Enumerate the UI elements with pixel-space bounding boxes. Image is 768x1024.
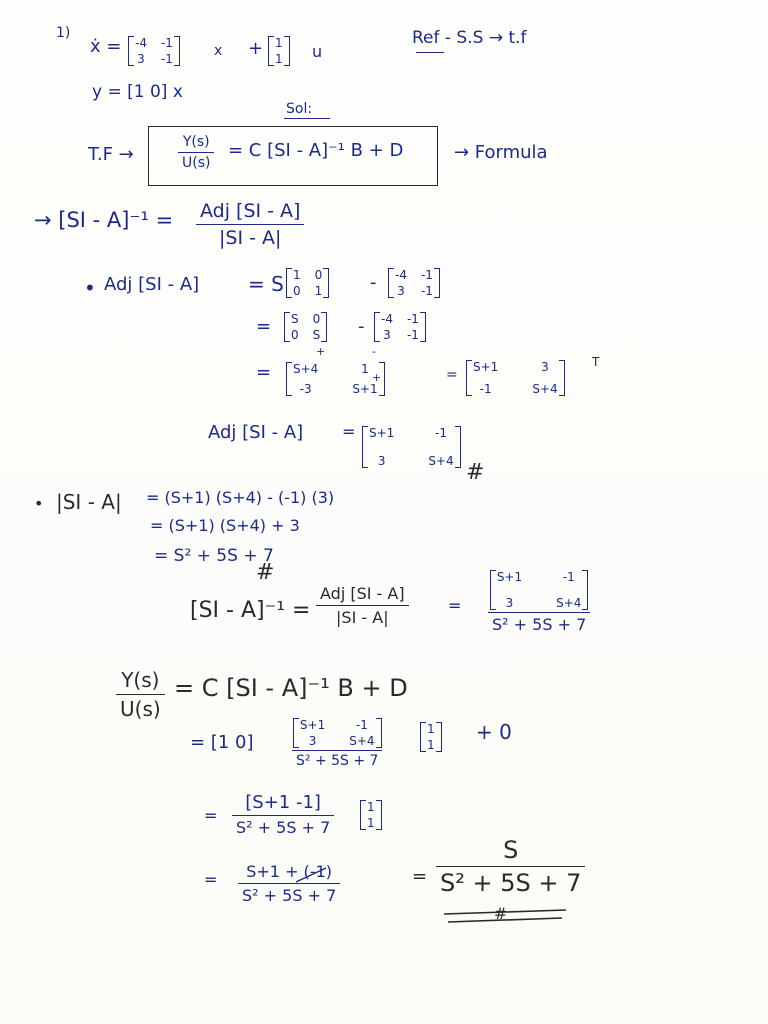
matrix-cell: 3 xyxy=(397,284,405,298)
matrix-A xyxy=(128,32,180,66)
matrix-cell: S+1 xyxy=(496,570,523,584)
fraction-denominator: S² + 5S + 7 xyxy=(440,869,582,897)
matrix-cell: -1 xyxy=(479,382,492,396)
matrix-cell: 1 xyxy=(361,362,369,376)
matrix-cell: S+4 xyxy=(293,362,319,376)
matrix-cell: 1 xyxy=(275,36,283,50)
matrix-cell: -4 xyxy=(135,36,147,50)
matrix-B xyxy=(268,32,290,66)
fraction-denominator: S² + 5S + 7 xyxy=(236,818,331,837)
matrix-cell: 1 xyxy=(427,722,435,736)
hash-mark: # xyxy=(466,460,485,485)
matrix-cell: -1 xyxy=(434,426,447,440)
inverse-result-matrix xyxy=(490,566,589,610)
minus-sign: - xyxy=(370,272,377,293)
tf-step2-prefix: = xyxy=(204,806,218,825)
matrix-cell: 1 xyxy=(314,284,323,298)
hash-mark: # xyxy=(494,904,508,923)
matrix-cell: 0 xyxy=(291,328,299,342)
determinant-label: |SI - A| xyxy=(56,490,122,514)
fraction-denominator: S² + 5S + 7 xyxy=(296,753,379,769)
adjoint-result-eq: = xyxy=(342,422,356,441)
formula-lhs-fraction xyxy=(178,134,214,171)
fraction-numerator: S+1 + (-1) xyxy=(246,862,332,881)
cofactor-sign: - xyxy=(372,345,376,358)
tf-final-fraction xyxy=(436,836,585,897)
matrix-cell: -4 xyxy=(381,312,393,326)
inverse-definition-lhs: → [SI - A]⁻¹ = xyxy=(34,208,174,232)
matrix-cell: 1 xyxy=(293,268,301,282)
matrix-cell: -1 xyxy=(562,570,575,584)
tf-step1-suffix: + 0 xyxy=(476,720,512,744)
state-equation-lhs: ẋ = xyxy=(90,36,122,57)
state-x: x xyxy=(214,43,223,59)
matrix-cell: 3 xyxy=(383,328,391,342)
fraction-denominator: S² + 5S + 7 xyxy=(242,886,337,905)
tf-step2-fraction xyxy=(232,792,334,837)
fraction-bar xyxy=(232,815,334,816)
fraction-bar xyxy=(436,866,585,867)
solution-label: Sol: xyxy=(286,101,313,117)
matrix-cell: -1 xyxy=(420,268,433,282)
inverse-result-lhs: [SI - A]⁻¹ = xyxy=(190,598,311,623)
inverse-result-fraction xyxy=(316,584,409,627)
tf-step2-B-matrix xyxy=(360,796,382,830)
fraction-denominator: |SI - A| xyxy=(219,227,282,249)
transpose-mark: T xyxy=(592,355,600,369)
matrix-cell: S+4 xyxy=(428,454,454,468)
input-u: u xyxy=(312,42,323,61)
fraction-bar xyxy=(292,750,382,751)
matrix-cell: -4 xyxy=(395,268,407,282)
matrix-cell: S+1 xyxy=(473,360,499,374)
matrix-cell: -1 xyxy=(355,718,368,732)
matrix-cell: 3 xyxy=(377,454,386,468)
fraction-bar xyxy=(178,152,214,153)
fraction-bar xyxy=(196,224,304,225)
matrix-cell: 3 xyxy=(137,52,145,66)
adjoint-eq3-prefix: = xyxy=(256,362,272,383)
fraction-numerator: [S+1 -1] xyxy=(245,792,321,813)
matrix-cell: 1 xyxy=(427,738,435,752)
matrix-cell: -1 xyxy=(406,328,419,342)
formula-note: → Formula xyxy=(454,142,548,163)
fraction-numerator: Y(s) xyxy=(121,668,160,692)
adjoint-result-matrix xyxy=(362,422,461,468)
tf-lhs-fraction xyxy=(116,668,165,721)
adjoint-result-label: Adj [SI - A] xyxy=(208,422,304,443)
matrix-cell: S xyxy=(312,328,321,342)
matrix-cell: 3 xyxy=(308,734,317,748)
matrix-cell: S+1 xyxy=(299,718,326,732)
matrix-cell: S+4 xyxy=(532,382,558,396)
tf-step1-B-matrix xyxy=(420,718,442,752)
output-equation: y = [1 0] x xyxy=(92,82,183,102)
tf-step1-fraction xyxy=(292,714,382,769)
tf-step1-prefix: = [1 0] xyxy=(190,732,254,753)
adjoint-eq1-prefix: = S xyxy=(248,272,284,296)
transposed-cofactor-matrix xyxy=(466,356,565,396)
reference-note: Ref - S.S → t.f xyxy=(412,28,527,48)
matrix-cell: S+4 xyxy=(349,734,375,748)
matrix-cell: -1 xyxy=(406,312,419,326)
matrix-cell: 1 xyxy=(275,52,283,66)
matrix-cell: 1 xyxy=(367,816,375,830)
hash-mark: # xyxy=(256,560,275,585)
cofactor-sign: + xyxy=(316,345,326,358)
reference-underline xyxy=(416,52,444,53)
adjoint-eq3-mid: = xyxy=(446,367,458,383)
minus-sign: - xyxy=(358,316,365,337)
matrix-cell: S+4 xyxy=(556,596,582,610)
tf-rhs: = C [SI - A]⁻¹ B + D xyxy=(174,674,408,702)
matrix-cell: 1 xyxy=(367,800,375,814)
fraction-bar xyxy=(488,612,590,613)
bullet: • xyxy=(34,494,44,513)
s-identity-matrix xyxy=(284,308,327,342)
strike-through-mark xyxy=(292,864,332,886)
matrix-cell: 0 xyxy=(314,268,323,282)
plus-sign: + xyxy=(248,38,264,59)
bullet: • xyxy=(84,276,96,300)
fraction-bar xyxy=(316,605,409,606)
matrix-cell: 3 xyxy=(505,596,514,610)
matrix-cell: 3 xyxy=(541,360,549,374)
matrix-cell: S+1 xyxy=(352,382,378,396)
formula-rhs: = C [SI - A]⁻¹ B + D xyxy=(228,140,404,161)
matrix-cell: 0 xyxy=(312,312,321,326)
fraction-numerator: Y(s) xyxy=(182,134,210,150)
fraction-denominator: S² + 5S + 7 xyxy=(492,615,587,634)
fraction-numerator: S xyxy=(503,836,519,864)
adjoint-eq2-prefix: = xyxy=(256,316,272,337)
problem-number: 1) xyxy=(56,25,71,41)
matrix-cell: S+1 xyxy=(369,426,395,440)
matrix-A-copy xyxy=(388,264,440,298)
matrix-cell: 0 xyxy=(293,284,301,298)
matrix-cell: -1 xyxy=(160,52,173,66)
identity-matrix xyxy=(286,264,329,298)
matrix-A-copy xyxy=(374,308,426,342)
inverse-result-matrix-fraction xyxy=(488,566,590,634)
tf-step3-prefix: = xyxy=(204,870,218,889)
tf-step1-matrix xyxy=(293,714,382,748)
fraction-denominator: U(s) xyxy=(120,697,161,721)
adjoint-label: Adj [SI - A] xyxy=(104,274,200,295)
matrix-cell: -1 xyxy=(160,36,173,50)
matrix-cell: -1 xyxy=(420,284,433,298)
cofactor-matrix xyxy=(286,358,385,396)
inverse-result-eq: = xyxy=(448,596,462,615)
fraction-denominator: U(s) xyxy=(182,155,211,171)
cofactor-sign: + xyxy=(372,371,382,384)
matrix-cell: -3 xyxy=(299,382,312,396)
determinant-line2: = (S+1) (S+4) + 3 xyxy=(150,516,300,535)
determinant-line1: = (S+1) (S+4) - (-1) (3) xyxy=(146,488,335,507)
matrix-cell: S xyxy=(291,312,299,326)
fraction-numerator: Adj [SI - A] xyxy=(320,584,405,603)
determinant-line3: = S² + 5S + 7 xyxy=(154,546,274,566)
tf-final-eq: = xyxy=(412,866,428,887)
solution-underline xyxy=(284,118,330,119)
tf-label: T.F → xyxy=(88,144,134,165)
fraction-numerator: Adj [SI - A] xyxy=(200,200,301,222)
fraction-bar xyxy=(116,694,165,695)
inverse-definition-fraction xyxy=(196,200,304,249)
fraction-denominator: |SI - A| xyxy=(336,608,389,627)
